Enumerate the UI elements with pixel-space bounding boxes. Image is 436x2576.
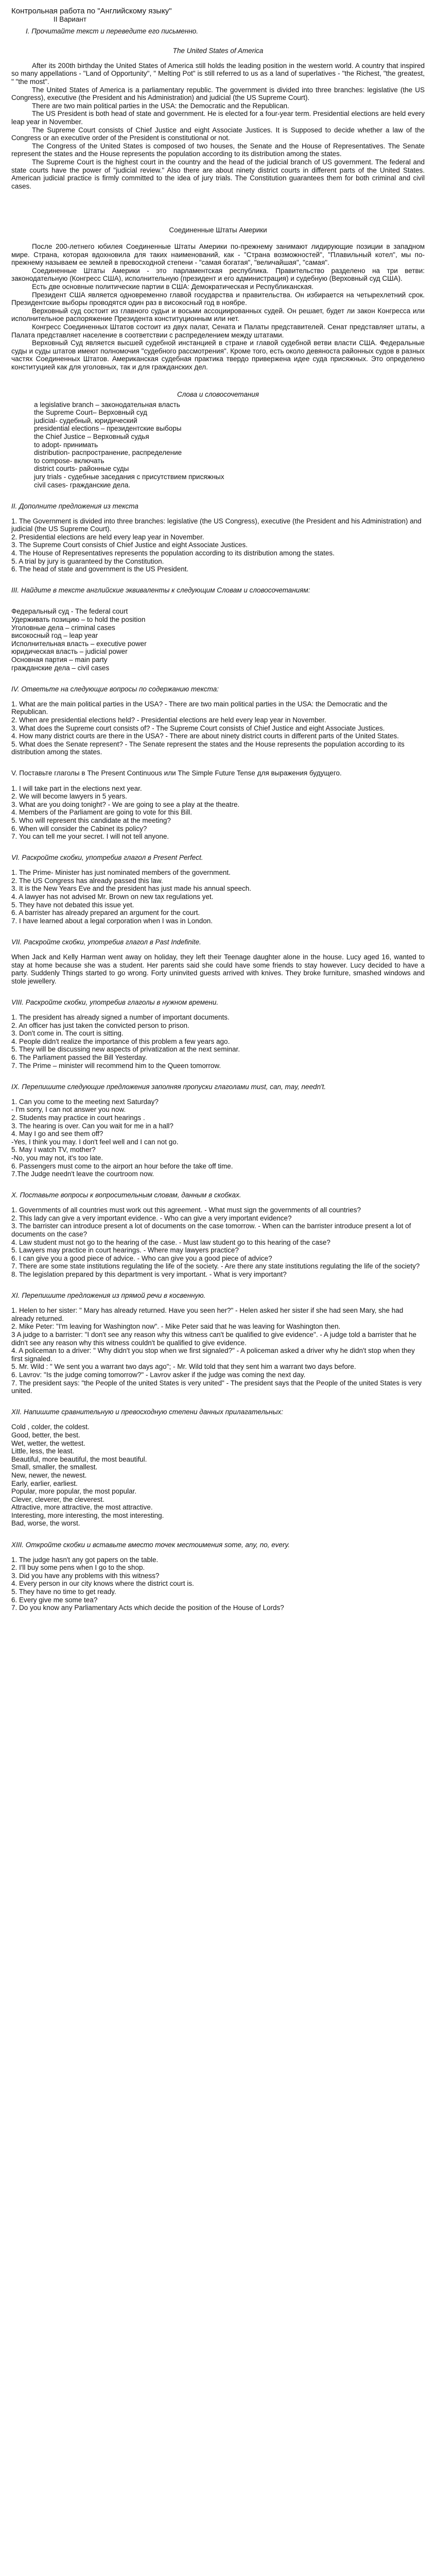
text-en-body	[11, 62, 425, 191]
vocab-list	[34, 401, 425, 489]
list-item: 4. Law student must not go to the hearing of the case. - Must law student go to this hearing of the case?	[11, 1238, 330, 1246]
list-item: Основная партия – main party	[11, 656, 108, 664]
task-8-heading: VIII. Раскройте скобки, употребив глаголы в нужном времени.	[11, 998, 219, 1006]
list-item: Bad, worse, the worst.	[11, 1519, 80, 1528]
list-item: New, newer, the newest.	[11, 1471, 87, 1479]
text-ru-paragraph: Верховный Суд является высшей судебной инстанцией в стране и главой судебной ветви власти США. Федеральные суды и суды штатов имеют полномочия "судебного рассмотрения". Кроме того, есть около девяноста районных судов в разных частях Соединенных Штатов. Американская судебная практика твердо привержена идее суда присяжных. Это определено конституцией как для уголовных, так и для гражданских дел.	[11, 339, 425, 371]
list-item: 4. People didn't realize the importance of this problem a few years ago.	[11, 1037, 230, 1045]
list-item: 3. Don't come in. The court is sitting.	[11, 1029, 124, 1038]
list-item: 7. You can tell me your secret. I will not tell anyone.	[11, 833, 169, 841]
list-item: 7.The Judge needn't leave the courtroom now.	[11, 1170, 154, 1178]
task-9-heading: IX. Перепишите следующие предложения заполняя пропуски глаголами must, can, may, needn't.	[11, 1082, 326, 1091]
list-item: Interesting, more interesting, the most interesting.	[11, 1511, 164, 1519]
task-11-list	[11, 1307, 425, 1395]
list-item: юридическая власть – judicial power	[11, 648, 128, 656]
list-item: 6. A barrister has already prepared an argument for the court.	[11, 909, 200, 917]
text-ru-paragraph: Конгресс Соединенных Штатов состоит из двух палат, Сената и Палаты представителей. Сенат представляет штаты, а Палата представляет население в соответствии с распределением между штатами.	[11, 323, 425, 339]
vocab-item: a legislative branch – законодательная власть	[34, 400, 180, 409]
list-item: 3. Did you have any problems with this witness?	[11, 1571, 160, 1580]
task-9-list	[11, 1098, 425, 1178]
vocab-item: jury trials - судебные заседания с присутствием присяжных	[34, 472, 224, 481]
task-7-heading: VII. Раскройте скобки, употребив глагол в Past Indefinite.	[11, 938, 201, 946]
task-7-paragraph: When Jack and Kelly Harman went away on holiday, they left their Teenage daughter alone in the house. Lucy aged 16, wanted to stay at home because she was a student. Her parents said she could have some friends to stay however. Lucy decided to have a party. Suddenly Things started to go wrong. Forty uninvited guests arrived with knives. They broke furniture, smashed windows and stole jewellery.	[11, 953, 425, 985]
task-5-list	[11, 785, 425, 841]
list-item: 1. The president has already signed a number of important documents.	[11, 1013, 230, 1021]
task-3-list	[11, 607, 425, 672]
list-item: 4. Every person in our city knows where the district court is.	[11, 1580, 194, 1588]
task-4-heading: IV. Ответьте на следующие вопросы по содержанию текста:	[11, 685, 219, 693]
list-item: 1. The Prime- Minister has just nominated members of the government.	[11, 869, 231, 877]
list-item: Уголовные дела – criminal cases	[11, 623, 115, 632]
list-item: 1. Governments of all countries must work out this agreement. - What must sign the governments of all countries?	[11, 1206, 361, 1214]
list-item: 2. I'll buy some pens when I go to the shop.	[11, 1564, 145, 1572]
text-ru-paragraph: Соединенные Штаты Америки - это парламентская республика. Правительство разделено на три ветви: законодательную (Конгресс США), исполнительную (президент и его администрация) и судебную (Верховный суд США).	[11, 266, 425, 283]
list-item: -Yes, I think you may. I don't feel well and I can not go.	[11, 1138, 179, 1146]
task-1-heading: I. Прочитайте текст и переведите его письменно.	[26, 27, 199, 36]
list-item: 7. Do you know any Parliamentary Acts which decide the position of the House of Lords?	[11, 1604, 284, 1612]
list-item: 5. Who will represent this candidate at the meeting?	[11, 816, 171, 824]
list-item: 7. The Prime – minister will recommend him to the Queen tomorrow.	[11, 1061, 221, 1070]
document-title: Контрольная работа по "Английскому языку"	[11, 7, 172, 15]
list-item: -No, you may not, it's too late.	[11, 1154, 103, 1162]
text-ru-paragraph: Есть две основные политические партии в США: Демократическая и Республиканская.	[32, 282, 314, 291]
list-item: гражданские дела – civil cases	[11, 664, 110, 672]
list-item: 6. Passengers must come to the airport an hour before the take off time.	[11, 1162, 233, 1170]
list-item: 4. The House of Representatives represents the population according to its distribution among the states.	[11, 549, 335, 557]
list-item: 2. Presidential elections are held every leap year in November.	[11, 533, 204, 541]
task-8-list	[11, 1013, 425, 1070]
task-6-heading: VI. Раскройте скобки, употребив глагол в Present Perfect.	[11, 854, 203, 862]
text-en-paragraph: The United States of America is a parliamentary republic. The government is divided into three branches: legislative (the US Congress), executive (the President and his Administration) and judicial (the US Supreme Court).	[11, 86, 425, 102]
list-item: 3. What are you doing tonight? - We are going to see a play at the theatre.	[11, 800, 240, 808]
list-item: 6. I can give you a good piece of advice. - Who can give you a good piece of advice?	[11, 1254, 272, 1262]
task-12-list	[11, 1423, 425, 1528]
list-item: Clever, cleverer, the cleverest.	[11, 1495, 104, 1503]
list-item: 7. I have learned about a legal corporation when I was in London.	[11, 917, 213, 925]
list-item: Good, better, the best.	[11, 1431, 80, 1439]
list-item: Удерживать позицию – to hold the position	[11, 616, 146, 624]
list-item: 3 A judge to a barrister: "I don't see any reason why this witness can't be qualified to give evidence". - A judge told a barrister that he didn't see any reason why this witness couldn't be qualified to give evidence.	[11, 1331, 416, 1347]
list-item: 1. Can you come to the meeting next Saturday?	[11, 1097, 159, 1106]
task-3-heading: III. Найдите в тексте английские эквиваленты к следующим Словам и словосочетаниям:	[11, 586, 310, 595]
list-item: 6. The head of state and government is the US President.	[11, 565, 189, 573]
list-item: 6. The Parliament passed the Bill Yesterday.	[11, 1053, 147, 1061]
task-13-list	[11, 1556, 425, 1612]
list-item: 7. There are some state institutions regulating the life of the society. - Are there any state institutions regulating the life of the society?	[11, 1262, 420, 1270]
text-ru-body	[11, 243, 425, 371]
task-10-heading: X. Поставьте вопросы к вопросительным словам, данным в скобках.	[11, 1191, 241, 1199]
list-item: 6. Lavrov: "Is the judge coming tomorrow?" - Lavrov asker if the judge was coming the next day.	[11, 1370, 306, 1379]
list-item: 3. The Supreme Court consists of Chief Justice and eight Associate Justices.	[11, 541, 248, 549]
list-item: 3. It is the New Years Eve and the president has just made his annual speech.	[11, 885, 252, 893]
list-item: Beautiful, more beautiful, the most beautiful.	[11, 1455, 147, 1463]
task-13-heading: XIII. Откройте скобки и вставьте вместо точек местоимения some, any, no, every.	[11, 1540, 290, 1549]
variant-label: II Вариант	[54, 15, 86, 23]
task-2-list	[11, 517, 425, 573]
list-item: 5. What does the Senate represent? - The Senate represent the states and the House represents the population according to its distribution among the states.	[11, 740, 405, 756]
list-item: 2. Mike Peter: "I'm leaving for Washington now". - Mike Peter said that he was leaving for Washington then.	[11, 1323, 341, 1331]
list-item: 1. The judge hasn't any got papers on the table.	[11, 1555, 159, 1564]
list-item: 3. The barrister can introduce present a lot of documents on the case tomorrow. - When can the barrister introduce present a lot of documents on the case?	[11, 1222, 411, 1239]
list-item: 2. The US Congress has already passed this law.	[11, 876, 163, 885]
text-ru-paragraph: Верховный суд состоит из главного судьи и восьми ассоциированных судей. Он решает, будет ли закон Конгресса или исполнительное распоряжение Президента конституционным или нет.	[11, 307, 425, 323]
list-item: Исполнительная власть – executive power	[11, 639, 147, 648]
list-item: 2. This lady can give a very important evidence. - Who can give a very important evidence?	[11, 1214, 292, 1222]
text-en-paragraph: There are two main political parties in the USA: the Democratic and the Republican.	[32, 101, 289, 110]
list-item: 1. What are the main political parties in the USA? - There are two main political parties in the USA: the Democratic and the Republican.	[11, 700, 388, 716]
list-item: 4. Members of the Parliament are going to vote for this Bill.	[11, 808, 193, 817]
list-item: 7. The president says: "the People of the united States is very united" - The president says that the People of the united States is very united.	[11, 1379, 422, 1395]
list-item: 4. A lawyer has not advised Mr. Brown on new tax regulations yet.	[11, 893, 214, 901]
text-en-paragraph: After its 200th birthday the United States of America still holds the leading position in the western world. A country that inspired so many appellations - "Land of Opportunity", " Melting Pot" is still referred to us as a land of superlatives - "the Richest, "the greatest, " "the most".	[11, 61, 425, 86]
text-ru-title: Соединенные Штаты Америки	[169, 226, 267, 234]
list-item: Small, smaller, the smallest.	[11, 1463, 98, 1471]
list-item: 5. They have no time to get ready.	[11, 1588, 116, 1596]
list-item: Cold , colder, the coldest.	[11, 1423, 90, 1431]
list-item: 1. I will take part in the elections next year.	[11, 784, 142, 792]
list-item: 2. An officer has just taken the convicted person to prison.	[11, 1021, 189, 1029]
vocab-item: judicial- судебный, юридический	[34, 416, 137, 425]
list-item: 2. Students may practice in court hearings .	[11, 1113, 145, 1122]
list-item: - I'm sorry, I can not answer you now.	[11, 1106, 126, 1114]
list-item: Wet, wetter, the wettest.	[11, 1439, 85, 1447]
list-item: 4. May I go and see them off?	[11, 1130, 103, 1138]
task-12-heading: XII. Напишите сравнительную и превосходную степени данных прилагательных:	[11, 1408, 284, 1416]
list-item: 5. May I watch TV, mother?	[11, 1146, 96, 1154]
text-en-paragraph: The Supreme Court consists of Chief Justice and eight Associate Justices. It is Supposed to decide whether a law of the Congress or an executive order of the President is constitutional or not.	[11, 126, 425, 142]
list-item: 1. Helen to her sister: " Mary has already returned. Have you seen her?" - Helen asked her sister if she had seen Mary, she had already returned.	[11, 1307, 404, 1323]
list-item: 5. Lawyers may practice in court hearings. - Where may lawyers practice?	[11, 1246, 239, 1255]
text-en-paragraph: The Congress of the United States is composed of two houses, the Senate and the House of Representatives. The Senate represent the states and the House represents the population according to its distribution among the states.	[11, 142, 425, 158]
text-en-paragraph: The Supreme Court is the highest court in the country and the head of the judicial branch of US government. The federal and state courts have the power of "judicial review." Also there are about ninety district courts in different parts of the United States. American judicial practice is firmly committed to the idea of jury trials. The Constitution guarantees them for both criminal and civil cases.	[11, 158, 425, 190]
text-en-title: The United States of America	[172, 46, 264, 55]
vocab-item: the Supreme Court– Верховный суд	[34, 409, 147, 417]
vocab-item: the Chief Justice – Верховный судья	[34, 432, 149, 440]
list-item: 2. We will become lawyers in 5 years.	[11, 792, 127, 801]
vocab-item: to compose- включать	[34, 456, 104, 465]
list-item: високосный год – leap year	[11, 632, 98, 640]
task-2-heading: II. Дополните предложения из текста	[11, 502, 138, 510]
vocab-item: civil cases- гражданские дела.	[34, 481, 131, 489]
list-item: 5. A trial by jury is guaranteed by the Constitution.	[11, 557, 164, 565]
list-item: Attractive, more attractive, the most attractive.	[11, 1503, 153, 1512]
list-item: 3. What does the Supreme court consists of? - The Supreme Court consists of Chief Justice and eight Associate Justices.	[11, 724, 385, 732]
text-en-paragraph: The US President is both head of state and government. He is elected for a four-year term. Presidential elections are held every leap year in November.	[11, 110, 425, 126]
vocab-item: to adopt- принимать	[34, 440, 98, 449]
list-item: 5. They will be discussing new aspects of privatization at the next seminar.	[11, 1045, 240, 1054]
task-4-list	[11, 700, 425, 756]
list-item: 5. They have not debated this issue yet.	[11, 901, 134, 909]
task-5-heading: V. Поставьте глаголы в The Present Continuous или The Simple Future Tense для выражения будущего.	[11, 769, 342, 777]
list-item: Федеральный суд - The federal court	[11, 607, 128, 616]
list-item: 4. How many district courts are there in the USA? - There are about ninety district courts in different parts of the United States.	[11, 732, 399, 740]
text-ru-paragraph: Президент США является одновременно главой государства и правительства. Он избирается на четырехлетний срок. Президентские выборы проводятся один раз в високосный год в ноябре.	[11, 291, 425, 307]
vocab-title: Слова и словосочетания	[177, 390, 259, 398]
task-10-list	[11, 1206, 425, 1278]
list-item: 4. A policeman to a driver: " Why didn't you stop when we first signaled?" - A policeman asked a driver why he didn't stop when they first signaled.	[11, 1347, 415, 1363]
list-item: 6. Every give me some tea?	[11, 1596, 98, 1604]
list-item: 5. Mr. Wild : " We sent you a warrant two days ago"; - Mr. Wild told that they sent him a warrant two days before.	[11, 1363, 356, 1371]
task-11-heading: XI. Перепишите предложения из прямой речи в косвенную.	[11, 1292, 206, 1300]
vocab-item: presidential elections – президентские выборы	[34, 425, 182, 433]
list-item: 3. The hearing is over. Can you wait for me in a hall?	[11, 1122, 173, 1130]
list-item: Little, less, the least.	[11, 1447, 75, 1455]
list-item: Early, earlier, earliest.	[11, 1479, 78, 1487]
list-item: 8. The legislation prepared by this department is very important. - What is very important?	[11, 1270, 287, 1279]
list-item: 6. When will consider the Cabinet its policy?	[11, 824, 147, 833]
vocab-item: distribution- распространение, распределение	[34, 449, 182, 457]
vocab-item: district courts- районные суды	[34, 465, 129, 473]
text-ru-paragraph: После 200-летнего юбилея Соединенные Штаты Америки по-прежнему занимают лидирующие позиции в западном мире. Страна, которая вдохновила для таких наименований, как - "Страна возможностей", "Плавильный котел", мы по-прежнему называем ее землей в превосходной степени - "самая богатая", "величайшая", "самая".	[11, 242, 425, 267]
task-6-list	[11, 869, 425, 925]
list-item: 1. The Government is divided into three branches: legislative (the US Congress), executive (the President and his Administration) and judicial (the US Supreme Court).	[11, 517, 422, 533]
list-item: 2. When are presidential elections held? - Presidential elections are held every leap year in November.	[11, 716, 326, 724]
list-item: Popular, more popular, the most popular.	[11, 1487, 137, 1496]
